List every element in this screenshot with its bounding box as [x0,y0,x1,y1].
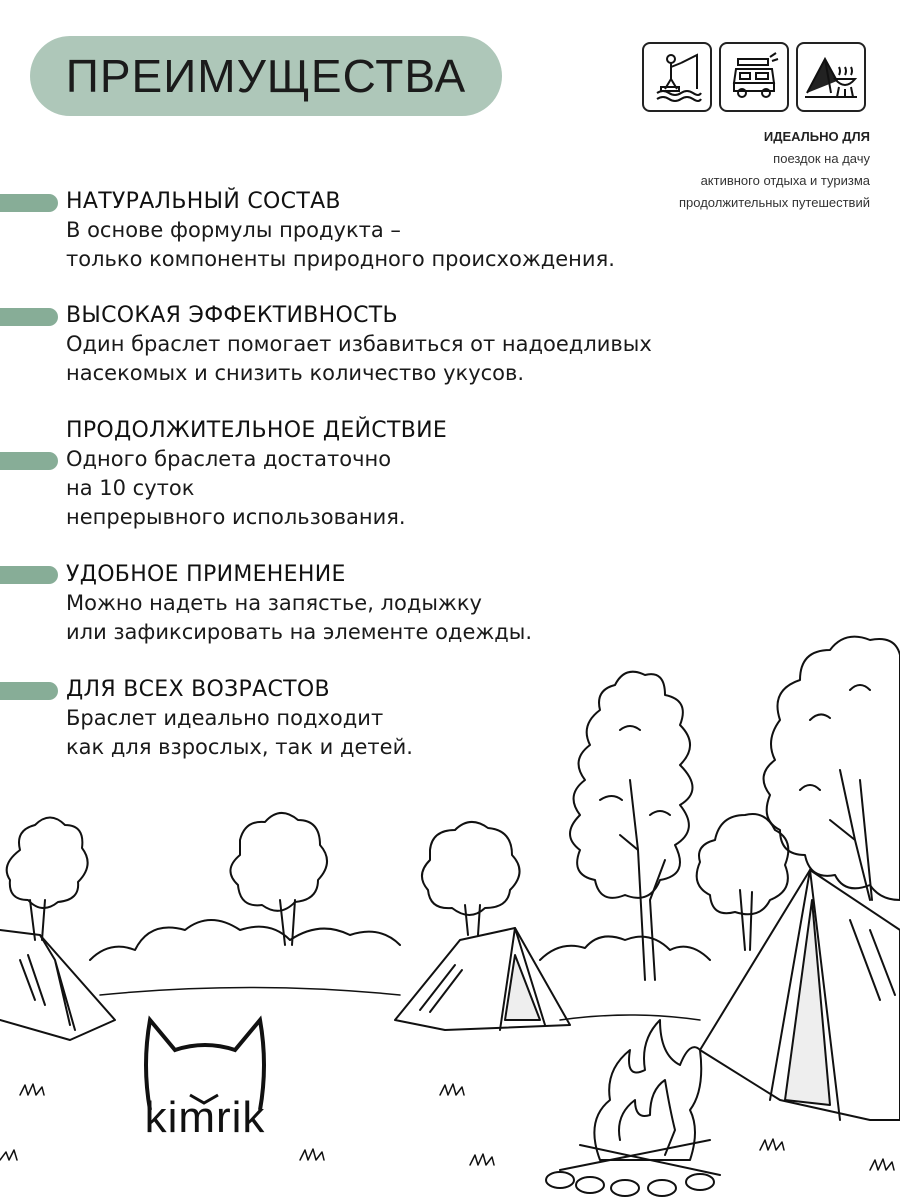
tree-left [7,818,88,941]
page-title: ПРЕИМУЩЕСТВА [65,50,467,102]
bushes-right [540,936,710,960]
feature-marker [0,566,58,584]
feature-duration [66,416,846,532]
feature-text: или зафиксировать на элементе одежды. [66,620,533,644]
feature-text: на 10 суток [66,476,195,500]
tree-right-large [764,637,900,900]
camping-grill-icon [796,42,866,112]
feature-text: только компоненты природного происхождения. [66,247,615,271]
feature-text: Можно надеть на запястье, лодыжку [66,591,482,615]
feature-marker [0,194,58,212]
feature-natural [66,187,846,274]
fishing-icon [642,42,712,112]
tent-right [700,870,900,1120]
feature-heading: НАТУРАЛЬНЫЙ СОСТАВ [66,189,341,214]
campfire [546,1020,720,1196]
ideal-for-item: продолжительных путешествий [678,195,870,210]
feature-marker [0,308,58,326]
title-banner [30,36,502,116]
feature-text: Один браслет помогает избавиться от надоедливых [66,332,652,356]
usage-icons [642,42,866,112]
feature-heading: УДОБНОЕ ПРИМЕНЕНИЕ [66,562,346,587]
feature-text: насекомых и снизить количество укусов. [66,361,525,385]
feature-marker [0,452,58,470]
ideal-for-heading: ИДЕАЛЬНО ДЛЯ [763,129,870,144]
feature-efficiency [66,301,846,388]
ideal-for-item: поездок на дачу [773,151,870,166]
bushes-left [90,920,400,960]
brand-logo [120,1015,290,1155]
feature-heading: ВЫСОКАЯ ЭФФЕКТИВНОСТЬ [66,303,398,328]
ideal-for-item: активного отдыха и туризма [700,173,870,188]
feature-text: Одного браслета достаточно [66,447,392,471]
feature-text: Браслет идеально подходит [66,706,384,730]
feature-text: В основе формулы продукта – [66,218,401,242]
tree-center [422,822,520,935]
tree-middle-tall [570,672,693,980]
brand-name: kimrik [144,1093,266,1142]
feature-text: как для взрослых, так и детей. [66,735,413,759]
feature-heading: ПРОДОЛЖИТЕЛЬНОЕ ДЕЙСТВИЕ [66,418,448,443]
tent-center [395,928,570,1030]
car-trip-icon [719,42,789,112]
tree-left-center [230,813,327,945]
tent-left [0,930,115,1040]
feature-text: непрерывного использования. [66,505,406,529]
feature-heading: ДЛЯ ВСЕХ ВОЗРАСТОВ [66,677,330,702]
